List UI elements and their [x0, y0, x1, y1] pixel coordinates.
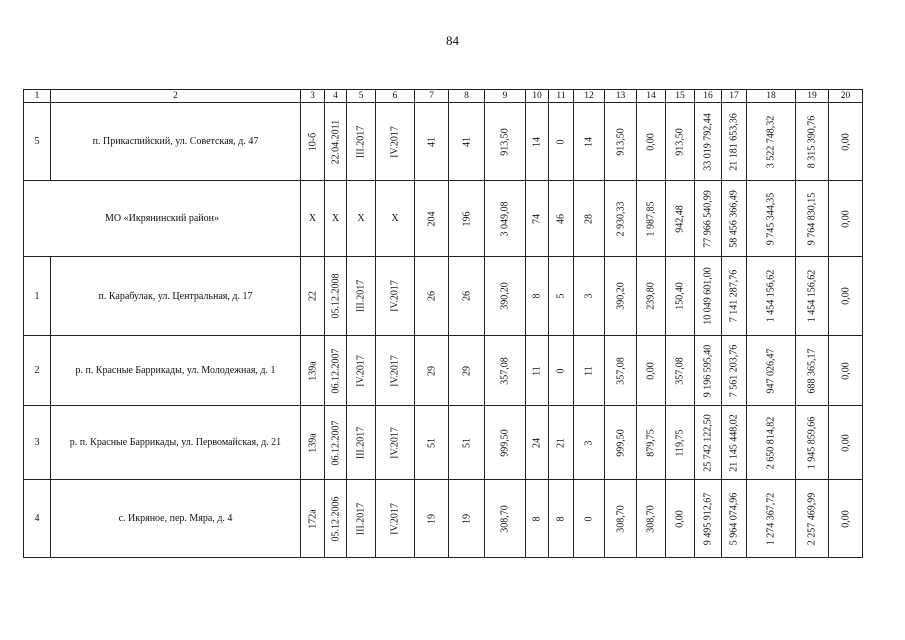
column-number: 10 [526, 90, 549, 103]
value-text: III.2017 [355, 426, 367, 459]
value-cell [637, 181, 666, 257]
value-cell [574, 181, 605, 257]
table-row [24, 257, 863, 336]
value-cell [485, 257, 526, 336]
value-text: 3 [583, 293, 595, 299]
value-text: 33 019 792,44 [702, 112, 714, 171]
value-cell [485, 336, 526, 406]
value-cell [376, 480, 415, 558]
value-text: 06.12.2007 [330, 420, 341, 465]
value-cell [549, 480, 574, 558]
address-cell: п. Прикаспийский, ул. Советская, д. 47 [51, 103, 301, 181]
not-applicable-cell: X [347, 181, 376, 257]
value-cell [574, 480, 605, 558]
value-cell [485, 406, 526, 480]
value-text: 14 [531, 136, 543, 147]
table-row [24, 336, 863, 406]
value-cell [415, 336, 449, 406]
value-cell [549, 103, 574, 181]
value-text: 1 274 367,72 [765, 492, 777, 545]
value-cell [747, 336, 796, 406]
value-cell [666, 257, 695, 336]
value-cell [829, 103, 863, 181]
column-number: 1 [24, 90, 51, 103]
value-text: III.2017 [355, 279, 367, 313]
value-text: 913,50 [499, 127, 511, 156]
value-cell [574, 336, 605, 406]
value-text: 9 764 830,15 [806, 192, 818, 245]
value-text: 22 [307, 291, 318, 301]
value-text: 999,50 [615, 428, 626, 457]
value-cell [796, 480, 829, 558]
value-cell [376, 336, 415, 406]
value-text: 139а [307, 360, 318, 381]
value-text: 05.12.2006 [330, 496, 341, 541]
value-cell [637, 406, 666, 480]
value-text: 51 [426, 437, 437, 448]
value-cell [637, 336, 666, 406]
value-cell [526, 406, 549, 480]
value-cell [415, 181, 449, 257]
value-text: 1 454 156,62 [806, 269, 818, 323]
value-cell [449, 480, 485, 558]
value-cell [605, 480, 637, 558]
value-cell [574, 406, 605, 480]
value-text: 9 495 912,67 [702, 492, 714, 545]
value-text: 8 [555, 516, 567, 521]
value-text: 390,20 [615, 282, 626, 310]
value-cell [796, 181, 829, 257]
page-number: 84 [446, 33, 459, 48]
value-cell [829, 480, 863, 558]
column-number: 12 [574, 90, 605, 103]
value-cell [526, 103, 549, 181]
value-text: 41 [426, 136, 437, 147]
address-cell: р. п. Красные Баррикады, ул. Первомайская, д. 21 [51, 406, 301, 480]
value-text: 947 026,47 [765, 348, 777, 393]
value-text: 29 [426, 365, 437, 376]
value-cell [415, 257, 449, 336]
value-text: 0,00 [840, 287, 851, 305]
value-cell [549, 257, 574, 336]
value-cell [666, 480, 695, 558]
value-text: 19 [461, 513, 472, 524]
value-text: 11 [583, 365, 595, 376]
municipality-label: МО «Икрянинский район» [24, 181, 301, 257]
value-text: 204 [426, 211, 437, 226]
value-text: 357,08 [499, 356, 511, 385]
not-applicable-cell: X [376, 181, 415, 257]
value-text: 119,75 [674, 428, 686, 457]
value-text: 390,20 [499, 282, 511, 310]
table-row [24, 406, 863, 480]
value-cell [747, 406, 796, 480]
value-text: IV.2017 [389, 502, 401, 535]
value-text: IV.2017 [389, 426, 401, 459]
value-cell [301, 480, 325, 558]
value-text: IV.2017 [389, 354, 401, 387]
value-text: 21 181 653,36 [728, 112, 740, 171]
value-cell [325, 336, 347, 406]
value-cell [666, 181, 695, 257]
value-cell [376, 406, 415, 480]
column-number: 9 [485, 90, 526, 103]
value-cell [695, 257, 722, 336]
address-cell: п. Карабулак, ул. Центральная, д. 17 [51, 257, 301, 336]
value-cell [415, 406, 449, 480]
value-text: 7 561 203,76 [728, 344, 740, 397]
value-text: 41 [461, 136, 472, 147]
value-cell [347, 257, 376, 336]
value-cell [796, 406, 829, 480]
value-cell [549, 406, 574, 480]
value-text: 0 [555, 368, 567, 373]
row-number: 4 [24, 480, 51, 558]
value-text: III.2017 [355, 125, 367, 158]
value-text: 308,70 [615, 504, 626, 533]
value-text: 29 [461, 365, 472, 376]
value-cell [415, 103, 449, 181]
value-cell [485, 480, 526, 558]
value-text: 11 [531, 365, 543, 376]
value-text: IV.2017 [389, 125, 401, 158]
not-applicable-cell: X [301, 181, 325, 257]
value-cell [376, 103, 415, 181]
value-text: III.2017 [355, 502, 367, 535]
value-cell [796, 103, 829, 181]
value-text: 19 [426, 513, 437, 524]
value-cell [325, 480, 347, 558]
value-text: 28 [583, 213, 595, 224]
value-text: 5 964 074,96 [728, 492, 740, 545]
value-cell [722, 103, 747, 181]
column-number: 8 [449, 90, 485, 103]
value-text: 21 145 448,02 [728, 413, 740, 472]
not-applicable-cell: X [325, 181, 347, 257]
value-cell [829, 406, 863, 480]
value-text: 172а [307, 508, 318, 529]
value-text: 21 [555, 437, 567, 448]
value-text: 2 930,33 [615, 201, 626, 236]
value-text: 8 [531, 516, 543, 521]
resettlement-table [23, 89, 863, 558]
row-number: 1 [24, 257, 51, 336]
value-cell [637, 480, 666, 558]
value-cell [796, 257, 829, 336]
value-cell [666, 406, 695, 480]
value-text: 74 [531, 213, 543, 224]
value-text: 2 257 469,99 [806, 492, 818, 545]
column-number: 7 [415, 90, 449, 103]
value-cell [574, 103, 605, 181]
value-cell [549, 181, 574, 257]
value-text: 14 [583, 136, 595, 147]
value-cell [449, 336, 485, 406]
value-text: 913,50 [674, 127, 686, 156]
value-cell [722, 181, 747, 257]
value-text: 150,40 [674, 282, 686, 310]
value-text: 239,80 [645, 282, 657, 310]
row-number: 5 [24, 103, 51, 181]
value-cell [747, 480, 796, 558]
value-text: 10-б [307, 132, 318, 151]
value-cell [829, 181, 863, 257]
value-cell [574, 257, 605, 336]
value-text: 7 141 287,76 [728, 269, 740, 323]
value-text: 58 456 366,49 [728, 189, 740, 248]
value-text: 3 049,08 [499, 201, 511, 236]
row-number: 3 [24, 406, 51, 480]
column-number: 17 [722, 90, 747, 103]
value-text: 06.12.2007 [330, 348, 341, 393]
value-text: 25 742 122,50 [702, 413, 714, 472]
value-text: 308,70 [645, 504, 657, 533]
value-cell [301, 336, 325, 406]
value-cell [526, 181, 549, 257]
value-cell [485, 103, 526, 181]
row-number: 2 [24, 336, 51, 406]
value-cell [449, 406, 485, 480]
value-text: 0,00 [674, 509, 686, 528]
value-text: 0,00 [645, 132, 657, 151]
value-text: IV.2017 [355, 354, 367, 387]
value-text: 9 745 344,35 [765, 192, 777, 245]
value-text: 1 987,85 [645, 201, 657, 236]
value-text: 2 650 814,82 [765, 416, 777, 469]
column-number: 19 [796, 90, 829, 103]
value-text: 0,00 [840, 509, 851, 528]
value-cell [722, 336, 747, 406]
value-text: 3 522 748,32 [765, 115, 777, 168]
value-cell [722, 406, 747, 480]
column-number-row [24, 90, 863, 103]
value-text: 46 [555, 213, 567, 224]
value-cell [666, 103, 695, 181]
value-text: 913,50 [615, 127, 626, 156]
value-text: 9 196 595,40 [702, 344, 714, 397]
value-text: 139а [307, 432, 318, 453]
column-number: 11 [549, 90, 574, 103]
column-number: 16 [695, 90, 722, 103]
value-cell [347, 480, 376, 558]
value-cell [605, 406, 637, 480]
value-text: 0,00 [840, 132, 851, 151]
value-cell [605, 257, 637, 336]
column-number: 20 [829, 90, 863, 103]
value-cell [695, 336, 722, 406]
value-cell [666, 336, 695, 406]
value-text: 999,50 [499, 428, 511, 457]
value-cell [829, 336, 863, 406]
value-cell [605, 336, 637, 406]
column-number: 15 [666, 90, 695, 103]
value-text: 5 [555, 293, 567, 299]
value-text: 0 [555, 139, 567, 144]
value-text: 51 [461, 437, 472, 448]
value-cell [485, 181, 526, 257]
value-text: 1 945 859,66 [806, 416, 818, 469]
value-text: 24 [531, 437, 543, 448]
value-text: 1 454 156,62 [765, 269, 777, 323]
table-row [24, 480, 863, 558]
column-number: 18 [747, 90, 796, 103]
value-text: IV.2017 [389, 280, 401, 312]
value-text: 308,70 [499, 504, 511, 533]
value-cell [449, 181, 485, 257]
value-text: 357,08 [615, 356, 626, 385]
value-cell [695, 406, 722, 480]
value-text: 688 365,17 [806, 348, 818, 393]
value-text: 26 [426, 291, 437, 301]
value-text: 0,00 [840, 361, 851, 380]
value-cell [301, 406, 325, 480]
value-text: 196 [461, 211, 472, 226]
value-text: 357,08 [674, 356, 686, 385]
value-text: 0 [583, 516, 595, 521]
value-cell [605, 181, 637, 257]
value-cell [796, 336, 829, 406]
value-cell [325, 406, 347, 480]
value-cell [747, 181, 796, 257]
value-text: 8 [531, 293, 543, 299]
column-number: 4 [325, 90, 347, 103]
value-text: 05.12.2008 [330, 273, 341, 319]
value-cell [347, 336, 376, 406]
value-cell [829, 257, 863, 336]
value-text: 879,75 [645, 428, 657, 457]
value-cell [722, 257, 747, 336]
value-cell [526, 480, 549, 558]
value-cell [376, 257, 415, 336]
column-number: 3 [301, 90, 325, 103]
value-cell [747, 103, 796, 181]
value-text: 22.04.2011 [330, 119, 341, 164]
subtotal-row [24, 181, 863, 257]
value-cell [347, 103, 376, 181]
value-text: 26 [461, 291, 472, 301]
value-cell [347, 406, 376, 480]
value-cell [449, 257, 485, 336]
column-number: 2 [51, 90, 301, 103]
value-text: 0,00 [645, 361, 657, 380]
column-number: 13 [605, 90, 637, 103]
address-cell: р. п. Красные Баррикады, ул. Молодежная, д. 1 [51, 336, 301, 406]
value-cell [605, 103, 637, 181]
value-cell [747, 257, 796, 336]
value-cell [301, 257, 325, 336]
value-cell [695, 103, 722, 181]
value-text: 3 [583, 440, 595, 445]
value-cell [549, 336, 574, 406]
value-text: 942,48 [674, 204, 686, 233]
value-cell [695, 480, 722, 558]
table-row [24, 103, 863, 181]
value-cell [526, 257, 549, 336]
value-cell [449, 103, 485, 181]
value-cell [325, 257, 347, 336]
value-cell [325, 103, 347, 181]
value-text: 8 315 390,76 [806, 115, 818, 168]
value-cell [415, 480, 449, 558]
column-number: 6 [376, 90, 415, 103]
column-number: 5 [347, 90, 376, 103]
value-cell [722, 480, 747, 558]
address-cell: с. Икряное, пер. Мяра, д. 4 [51, 480, 301, 558]
value-text: 0,00 [840, 209, 851, 228]
value-cell [301, 103, 325, 181]
value-text: 77 966 540,99 [702, 189, 714, 248]
value-cell [526, 336, 549, 406]
value-text: 10 049 601,00 [702, 267, 714, 325]
value-cell [637, 257, 666, 336]
column-number: 14 [637, 90, 666, 103]
value-cell [637, 103, 666, 181]
value-cell [695, 181, 722, 257]
value-text: 0,00 [840, 433, 851, 452]
